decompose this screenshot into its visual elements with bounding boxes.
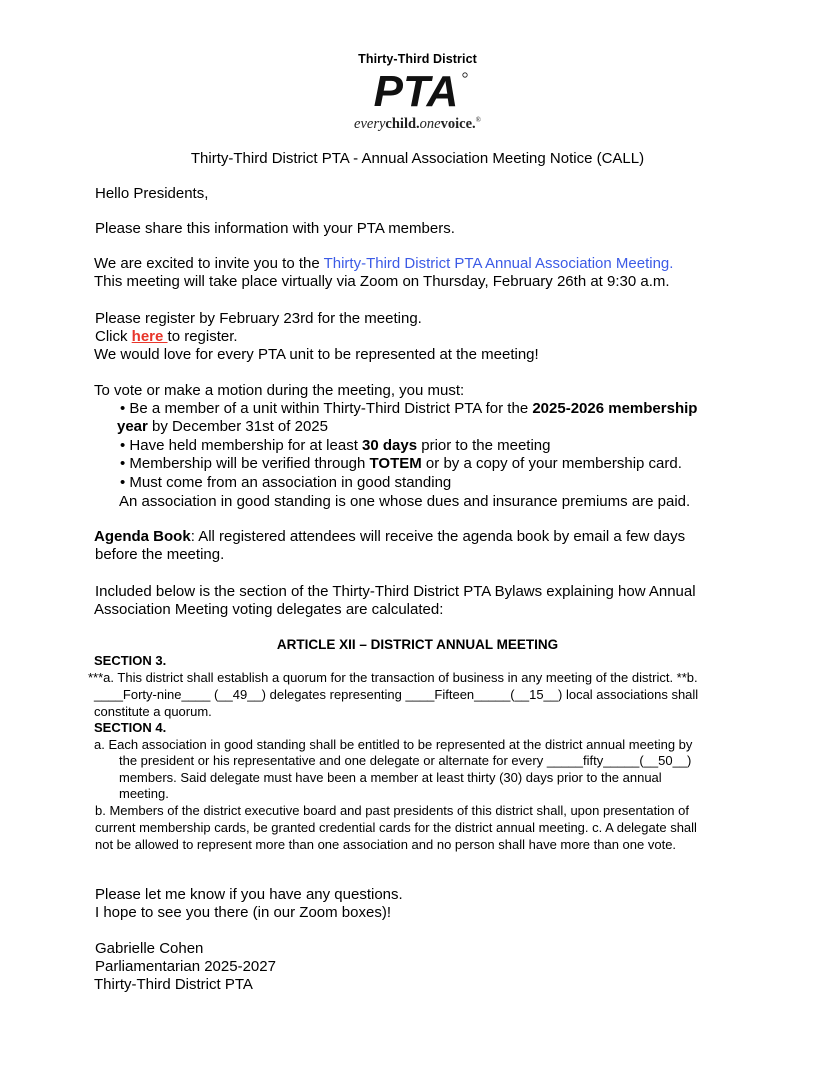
invite-line: We are excited to invite you to the Thirty-Third District PTA Annual Association Meeting.: [94, 255, 674, 272]
meeting-link[interactable]: Thirty-Third District PTA Annual Association Meeting.: [323, 255, 674, 272]
section-4-b-line-3: not be allowed to represent more than one association and no person shall have more than one vote.: [95, 837, 677, 852]
page-title: Thirty-Third District PTA - Annual Association Meeting Notice (CALL): [190, 150, 645, 167]
section-4-title: SECTION 4.: [94, 720, 167, 735]
register-deadline: Please register by February 23rd for the meeting.: [95, 310, 422, 327]
register-here-link[interactable]: here: [131, 328, 168, 345]
logo-pta-text: PTA: [373, 69, 459, 111]
logo-tagline: everychild.onevoice.®: [354, 116, 481, 132]
section-4-b-line-1: b. Members of the district executive board and past presidents of this district shall, upon presentation of: [95, 803, 689, 818]
voting-bullet-totem: • Membership will be verified through TOTEM or by a copy of your membership card.: [120, 455, 682, 472]
section-3-title: SECTION 3.: [94, 653, 167, 668]
register-line: Click here to register.: [95, 328, 238, 345]
section-4-a-line-3: members. Said delegate must have been a member at least thirty (30) days prior to the annual: [119, 770, 662, 785]
questions-text: Please let me know if you have any questions.: [95, 886, 403, 903]
section-4-a-line-2: the president or his representative and one delegate or alternate for every _____fifty_____(__50__): [119, 753, 692, 768]
voting-bullet-good-standing: • Must come from an association in good standing: [120, 474, 452, 491]
pta-wordmark-logo: [361, 69, 471, 111]
agenda-book-line-2: before the meeting.: [95, 546, 225, 563]
signature-org: Thirty-Third District PTA: [94, 976, 253, 993]
logo-district-text: Thirty-Third District: [358, 52, 477, 66]
bylaws-intro-1: Included below is the section of the Thirty-Third District PTA Bylaws explaining how Annual: [95, 583, 696, 600]
section-3-line-1: ***a. This district shall establish a quorum for the transaction of business in any meeting of the district. **b.: [88, 670, 698, 685]
voting-bullet-membership: • Be a member of a unit within Thirty-Third District PTA for the 2025-2026 membership: [120, 400, 698, 417]
represented-text: We would love for every PTA unit to be represented at the meeting!: [94, 346, 539, 363]
agenda-book-line: Agenda Book: All registered attendees will receive the agenda book by email a few days: [94, 528, 686, 545]
voting-bullet-30-days: • Have held membership for at least 30 days prior to the meeting: [120, 437, 551, 454]
share-text: Please share this information with your PTA members.: [95, 220, 455, 237]
signature-role: Parliamentarian 2025-2027: [95, 958, 276, 975]
section-3-line-2: ____Forty-nine____ (__49__) delegates representing ____Fifteen_____(__15__) local associations shall: [94, 687, 699, 702]
voting-bullet-membership-cont: year by December 31st of 2025: [117, 418, 328, 435]
bylaws-intro-2: Association Meeting voting delegates are calculated:: [94, 601, 444, 618]
voting-intro: To vote or make a motion during the meeting, you must:: [94, 382, 465, 399]
good-standing-definition: An association in good standing is one whose dues and insurance premiums are paid.: [119, 493, 691, 510]
pta-logo: [330, 50, 505, 138]
section-3-line-3: constitute a quorum.: [94, 704, 212, 719]
section-4-a-line-1: a. Each association in good standing shall be entitled to be represented at the district annual meeting by: [94, 737, 693, 752]
section-4-b-line-2: current membership cards, be granted credential cards for the district annual meeting. c. A delegate shall: [95, 820, 697, 835]
article-title: ARTICLE XII – DISTRICT ANNUAL MEETING: [276, 637, 559, 652]
zoom-text: I hope to see you there (in our Zoom boxes)!: [95, 904, 391, 921]
meeting-details: This meeting will take place virtually via Zoom on Thursday, February 26th at 9:30 a.m.: [94, 273, 670, 290]
signature-name: Gabrielle Cohen: [95, 940, 204, 957]
section-4-a-line-4: meeting.: [119, 786, 169, 801]
greeting: Hello Presidents,: [95, 185, 209, 202]
